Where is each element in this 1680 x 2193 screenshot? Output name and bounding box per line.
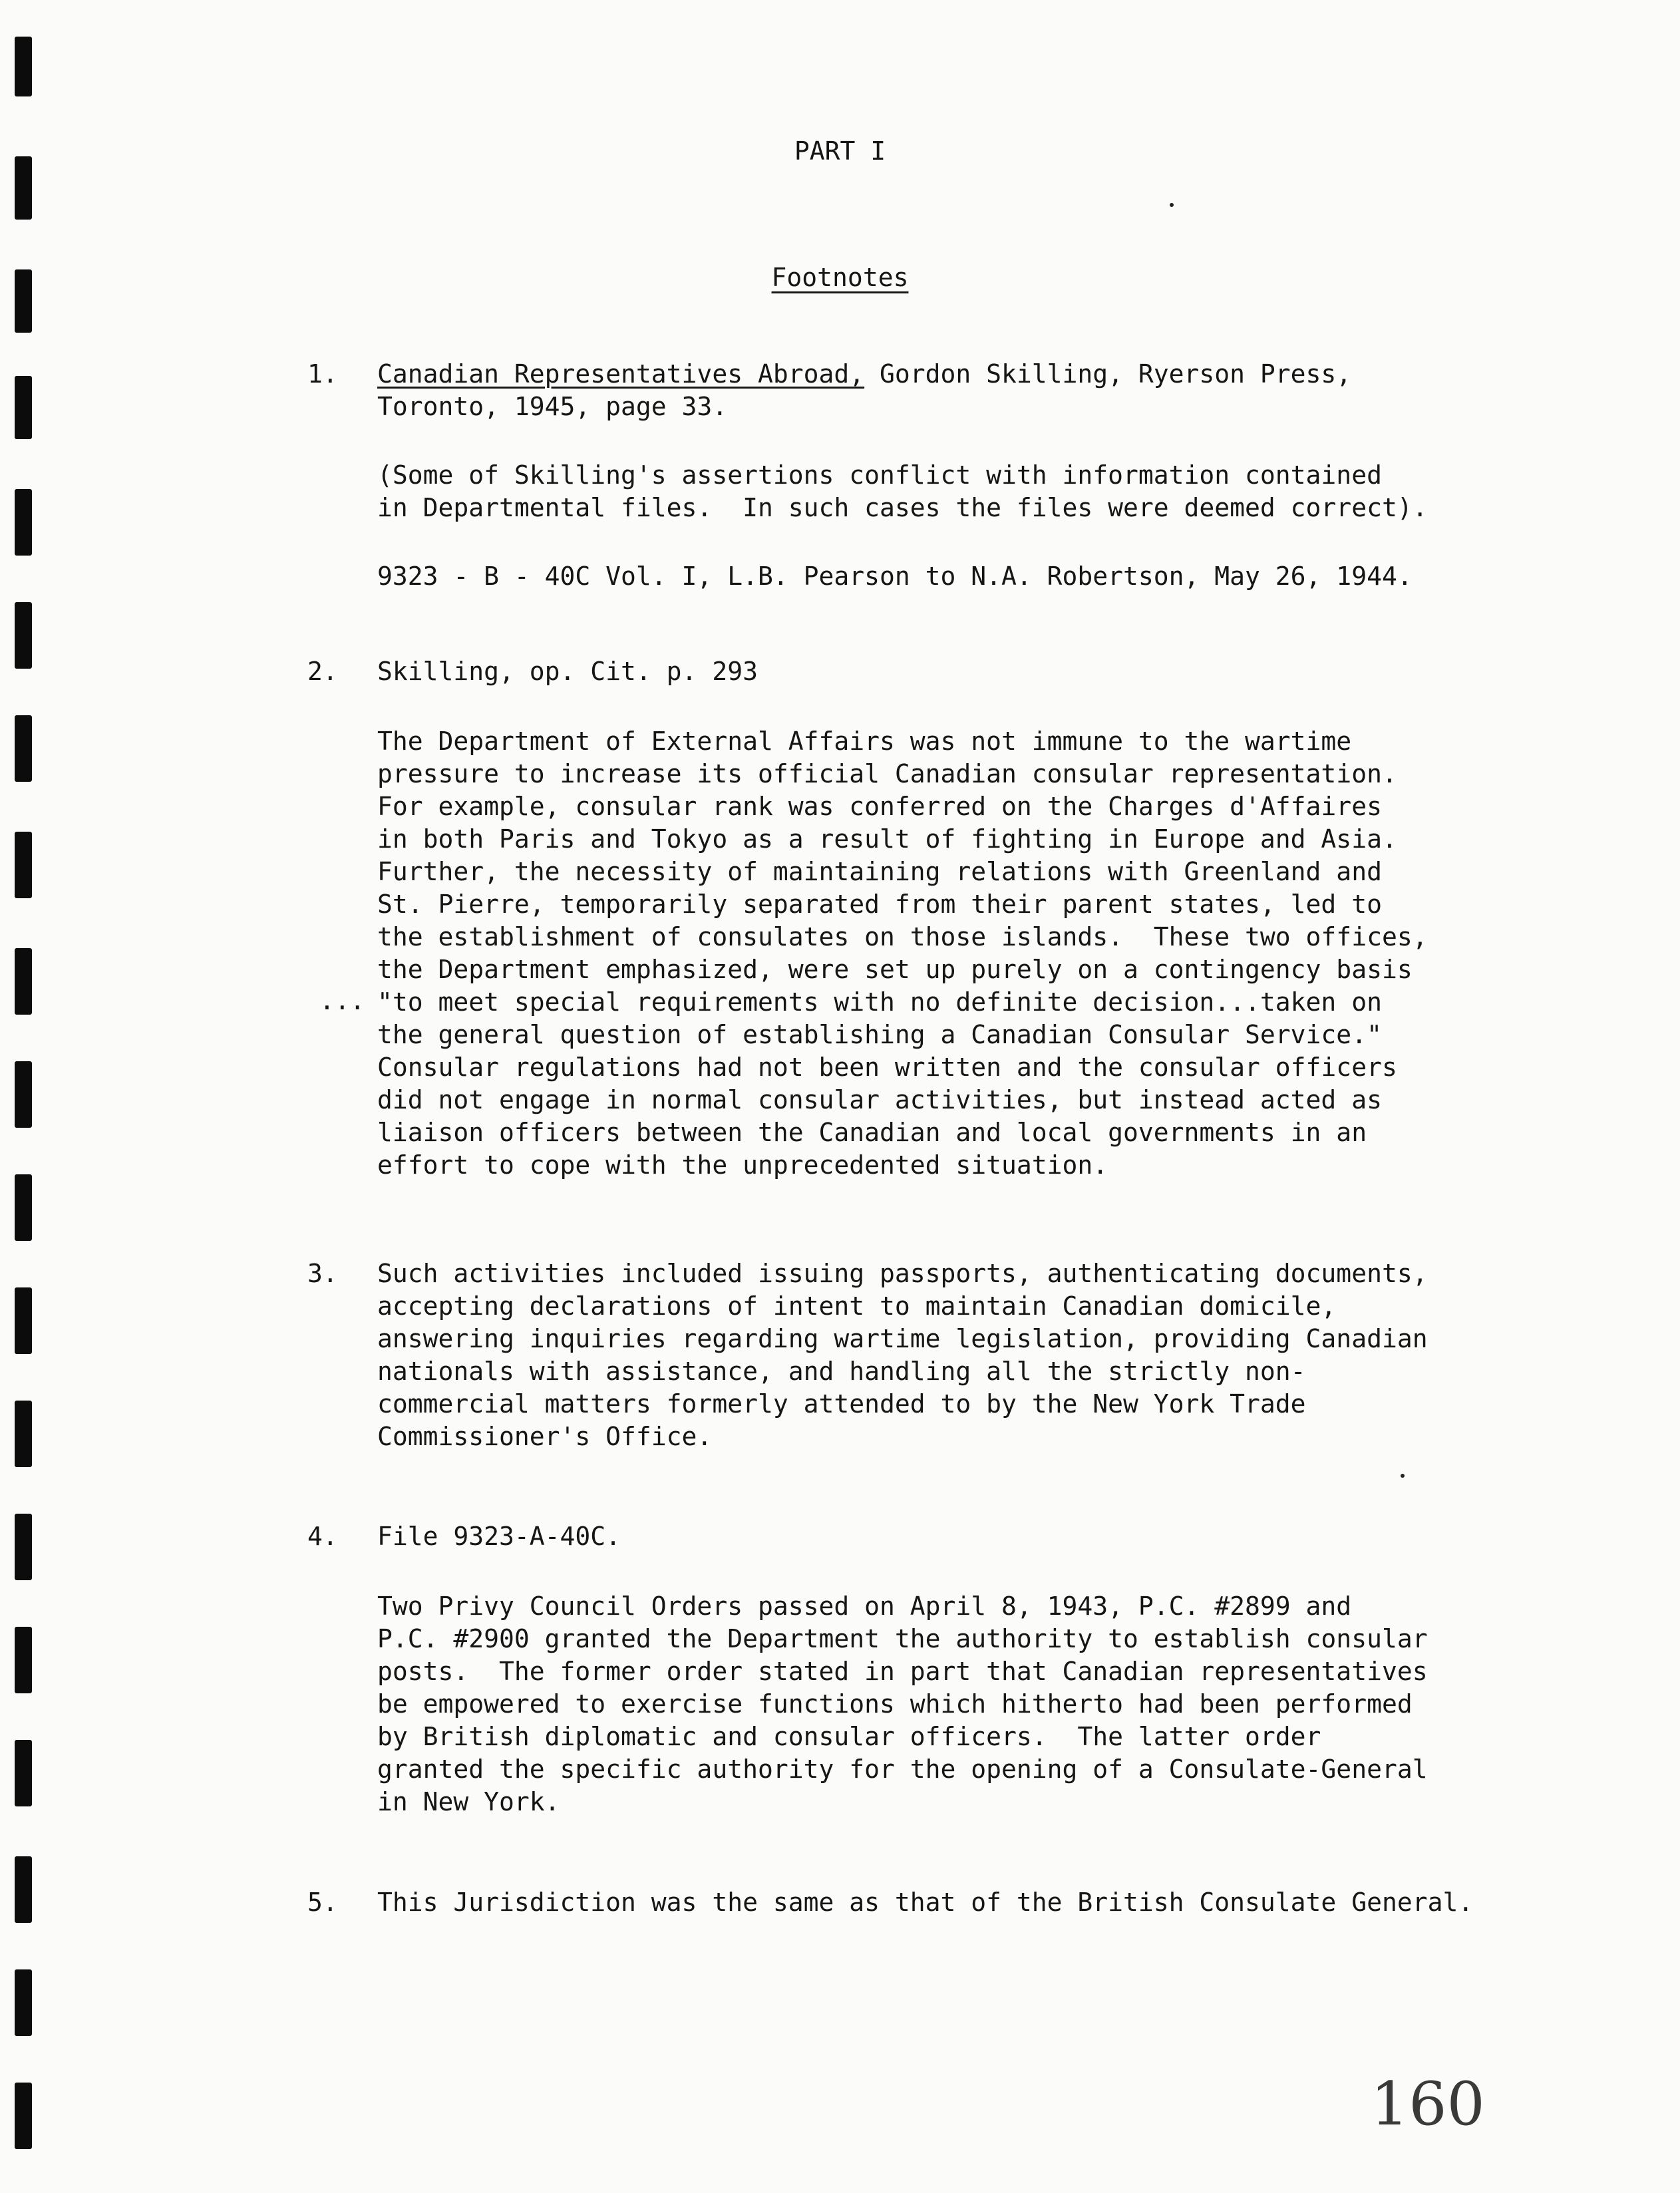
footnote-ref: Skilling, op. Cit. p. 293 [377,657,758,686]
footnote-line: in both Paris and Tokyo as a result of fighting in Europe and Asia. [377,824,1397,854]
footnote-line: 9323 - B - 40C Vol. I, L.B. Pearson to N.A. Robertson, May 26, 1944. [377,562,1413,591]
speck [1401,1474,1405,1478]
footnote-line: posts. The former order stated in part that Canadian representatives [377,1657,1428,1686]
binder-mark [15,2083,32,2149]
binder-mark [15,1174,32,1241]
footnote-line: in Departmental files. In such cases the files were deemed correct). [377,493,1428,522]
binder-mark [15,156,32,220]
footnote-ref: File 9323-A-40C. [377,1522,621,1551]
binder-mark [15,1061,32,1128]
binder-mark [15,1856,32,1923]
footnote-body [377,1590,1615,1818]
footnote-number: 1. [307,359,338,389]
footnote-line: commercial matters formerly attended to by the New York Trade [377,1389,1306,1419]
footnote-line: P.C. #2900 granted the Department the authority to establish consular [377,1624,1428,1653]
footnote-body [377,1886,1615,1919]
binder-mark [15,1401,32,1467]
footnote-line: "to meet special requirements with no definite decision...taken on [377,987,1382,1017]
footnote-line: answering inquiries regarding wartime legislation, providing Canadian [377,1324,1428,1353]
page-number: 160 [1371,2069,1485,2139]
binder-mark [15,1627,32,1693]
speck [1170,203,1174,207]
footnote-body [377,725,1615,1182]
footnote-line: The Department of External Affairs was not immune to the wartime [377,727,1352,756]
footnote-line: granted the specific authority for the opening of a Consulate-General [377,1755,1428,1784]
footnote-line: in New York. [377,1787,560,1816]
binder-mark [15,376,32,439]
binder-mark [15,602,32,669]
binder-mark [15,1740,32,1806]
footnote-line: For example, consular rank was conferred on the Charges d'Affaires [377,792,1382,821]
footnote-line: the establishment of consulates on those islands. These two offices, [377,922,1428,951]
footnotes-title: Footnotes [771,263,909,292]
footnote-line: the Department emphasized, were set up purely on a contingency basis [377,955,1413,984]
binder-mark [15,489,32,556]
footnote-number: 3. [307,1259,338,1288]
binder-mark [15,948,32,1015]
footnote-body [377,358,1615,423]
footnote-number: 4. [307,1522,338,1551]
footnote-number: 2. [307,657,338,686]
footnote-line: Consular regulations had not been written and the consular officers [377,1053,1397,1082]
binder-mark [15,1287,32,1354]
book-title: Canadian Representatives Abroad, [377,359,865,389]
footnote-line: nationals with assistance, and handling all the strictly non- [377,1357,1306,1386]
binder-mark [15,1969,32,2036]
footnote-line: Further, the necessity of maintaining relations with Greenland and [377,857,1382,886]
footnote-line: (Some of Skilling's assertions conflict with information contained [377,460,1382,490]
footnote-line: be empowered to exercise functions which hitherto had been performed [377,1689,1413,1719]
binder-mark [15,37,32,96]
footnote-line: effort to cope with the unprecedented situation. [377,1150,1108,1180]
footnote-number: 5. [307,1888,338,1917]
footnote-line: Canadian Representatives Abroad, Gordon Skilling, Ryerson Press, [377,359,1352,389]
binder-mark [15,832,32,898]
footnote-body [377,560,1615,593]
footnote-line: the general question of establishing a Canadian Consular Service." [377,1020,1382,1049]
footnote-line: liaison officers between the Canadian and local governments in an [377,1118,1367,1147]
footnote-line: Two Privy Council Orders passed on April 8, 1943, P.C. #2899 and [377,1592,1352,1621]
footnote-line: St. Pierre, temporarily separated from their parent states, led to [377,890,1382,919]
footnote-line: pressure to increase its official Canadian consular representation. [377,759,1397,788]
footnote-line: did not engage in normal consular activities, but instead acted as [377,1085,1382,1114]
footnote-line: This Jurisdiction was the same as that of the British Consulate General. [377,1888,1474,1917]
footnote-body [377,459,1615,524]
part-heading: PART I [794,136,886,166]
binder-mark [15,1514,32,1580]
footnote-line: accepting declarations of intent to maintain Canadian domicile, [377,1291,1337,1321]
footnote-line: by British diplomatic and consular officers. The latter order [377,1722,1321,1751]
footnote-line: Toronto, 1945, page 33. [377,392,728,421]
footnote-line: Commissioner's Office. [377,1422,713,1451]
binder-mark [15,715,32,782]
margin-mark: ... [319,986,365,1015]
footnote-line: Such activities included issuing passports, authenticating documents, [377,1259,1428,1288]
footnote-body [377,1520,1615,1553]
footnote-body [377,1258,1615,1453]
footnote-body [377,655,1615,688]
